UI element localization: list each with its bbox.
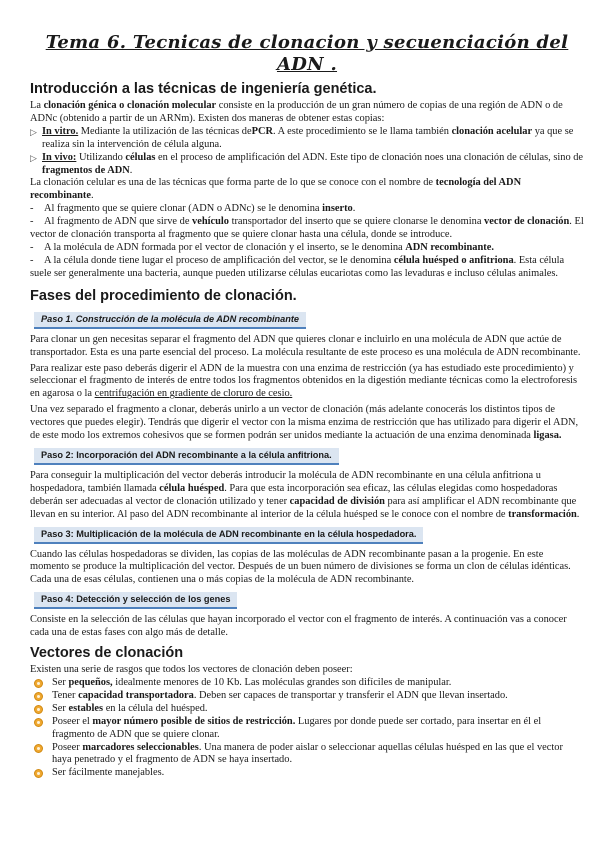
step-1-paragraph-1: Para clonar un gen necesitas separar el fragmento del ADN que quieres clonar e incluirlo en una molécula de ADN que actúe de transportador. Esta es una parte esencial del proceso. La molécula resultante de este proceso es una molécula de ADN recombinante. xyxy=(30,333,581,358)
step-3-banner: Paso 3: Multiplicación de la molécula de ADN recombinante en la célula hospedadora. xyxy=(34,527,423,544)
step-3-paragraph: Cuando las células hospedadoras se dividen, las copias de las moléculas de ADN recombinante pasan a la progenie. En este momento se produce la multiplicación del vector. Después de un buen número de divisiones se forma un clon de células idénticas. Cada una de esas células, contienen una o más copias de la molécula de ADN recombinante. xyxy=(30,548,571,586)
bullet-icon xyxy=(34,718,43,727)
page-title: Tema 6. Tecnicas de clonacion y secuenciación del ADN . xyxy=(45,32,569,75)
list-item: Ser pequeños, idealmente menores de 10 Kb. Las moléculas grandes son difíciles de manipular. xyxy=(30,677,584,690)
intro-heading: Introducción a las técnicas de ingeniería genética. xyxy=(30,81,377,97)
definition-inserto: - Al fragmento que se quiere clonar (ADN o ADNc) se le denomina inserto. xyxy=(30,203,356,215)
step-2-banner: Paso 2: Incorporación del ADN recombinante a la célula anfitriona. xyxy=(34,448,339,465)
fases-heading: Fases del procedimiento de clonación. xyxy=(30,287,297,304)
step-1-banner: Paso 1. Construcción de la molécula de ADN recombinante xyxy=(34,312,306,329)
bullet-icon xyxy=(34,769,43,778)
definition-adn-recombinante: - A la molécula de ADN formada por el vector de clonación y el inserto, se le denomina ADN recombinante. xyxy=(30,241,494,253)
arrow-bullet-icon: ▷ xyxy=(30,126,37,137)
fases-section xyxy=(30,287,584,640)
intro-section xyxy=(30,80,584,281)
step-2-paragraph: Para conseguir la multiplicación del vector deberás introducir la molécula de ADN recombinante en una célula anfitriona u hospedadora, también llamada célula huésped. Para que esta incorporación sea eficaz, las células elegidas como hospedadoras deberán ser adecuadas al vector de clonación utilizado y tener capacidad de división para así amplificar el ADN recombinante que llevan en su interior. Al paso del ADN recombinante al interior de la célula huésped se le conoce con el nombre de transformación. xyxy=(30,469,580,520)
bullet-icon xyxy=(34,705,43,714)
bullet-icon xyxy=(34,692,43,701)
vectores-section xyxy=(30,644,584,780)
step-1-paragraph-2: Para realizar este paso deberás digerir el ADN de la muestra con una enzima de restricción (ya has estudiado este procedimiento) y seleccionar el fragmento de interés de entre todos los fragmentos obtenidos en la digestión mediante técnicas como la electroforesis en agarosa o la centrifugación en gradiente de cloruro de cesio. xyxy=(30,362,578,400)
list-item: Tener capacidad transportadora. Deben ser capaces de transportar y transferir el ADN que llevan insertado. xyxy=(30,690,584,703)
step-4-paragraph: Consiste en la selección de las células que hayan incorporado el vector con el fragmento de interés. A continuación vas a conocer cada una de estas fases con algo más de detalle. xyxy=(30,614,567,639)
in-vitro-point: ▷ In vitro. Mediante la utilización de las técnicas dePCR. A este procedimiento se le llama también clonación acelular ya que se realiza sin la intervención de célula alguna. xyxy=(30,125,574,150)
list-item: Poseer marcadores seleccionables. Una manera de poder aislar o seleccionar aquellas células huésped en las que el vector haya penetrado y el fragmento de ADN se haya insertado. xyxy=(30,742,584,768)
definition-celula-huesped: - A la célula donde tiene lugar el proceso de amplificación del vector, se le denomina célula huésped o anfitriona. Esta célula suele ser generalmente una bacteria, aunque pueden utilizarse células eucariotas como las levaduras e incluso células animales. xyxy=(30,254,565,279)
step-4-banner: Paso 4: Detección y selección de los genes xyxy=(34,592,237,609)
recombinant-tech-paragraph: La clonación celular es una de las técnicas que forma parte de lo que se conoce con el nombre de tecnología del ADN recombinante. xyxy=(30,177,522,202)
list-item: Ser fácilmente manejables. xyxy=(30,767,584,780)
bullet-icon xyxy=(34,744,43,753)
step-1-paragraph-3: Una vez separado el fragmento a clonar, deberás unirlo a un vector de clonación (más adelante conocerás los distintos tipos de vectores que puedes elegir). Tendrás que digerir el vector con la misma enzima de restricción que has utilizado para digerir el ADN, de este modo los extremos cohesivos que se formen podrán ser unidos mediante la actuación de una enzima denominada ligasa. xyxy=(30,404,579,442)
definition-vector: - Al fragmento de ADN que sirve de vehículo transportador del inserto que se quiere clonarse le denomina vector de clonación. El vector de clonación transporta al fragmento que se quiere clonar hasta una célula, donde se introduce. xyxy=(30,216,584,241)
vectores-intro: Existen una serie de rasgos que todos los vectores de clonación deben poseer: xyxy=(30,664,353,676)
list-item: Ser estables en la célula del huésped. xyxy=(30,703,584,716)
arrow-bullet-icon: ▷ xyxy=(30,152,37,163)
intro-paragraph: La clonación génica o clonación molecular consiste en la producción de un gran número de copias de una región de ADN o de ADNc (obtenido a partir de un ARNm). Existen dos maneras de obtener estas copias: xyxy=(30,100,563,124)
vectores-heading: Vectores de clonación xyxy=(30,645,184,662)
bullet-icon xyxy=(34,679,43,688)
vector-traits-list xyxy=(30,677,584,780)
list-item: Poseer el mayor número posible de sitios de restricción. Lugares por donde puede ser cortado, para insertar en él el fragmento de ADN que se quiere clonar. xyxy=(30,716,584,742)
in-vivo-point: ▷ In vivo: Utilizando células en el proceso de amplificación del ADN. Este tipo de clonación noes una clonación de células, sino de fragmentos de ADN. xyxy=(30,151,584,176)
